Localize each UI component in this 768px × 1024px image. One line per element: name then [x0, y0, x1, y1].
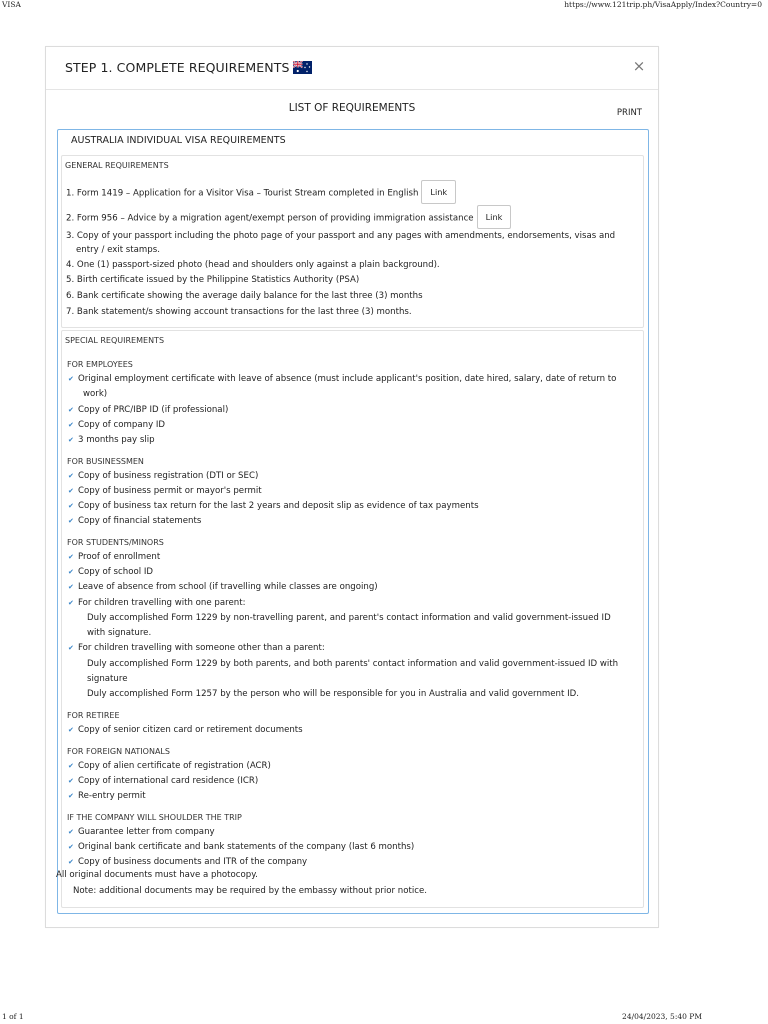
- list-item-text: Copy of financial statements: [78, 516, 202, 526]
- employees-title: FOR EMPLOYEES: [67, 360, 133, 369]
- general-item-1: [66, 181, 456, 205]
- general-item-2: [66, 206, 511, 230]
- list-item: [68, 596, 245, 610]
- panel-title: AUSTRALIA INDIVIDUAL VISA REQUIREMENTS: [71, 135, 286, 146]
- list-item: [68, 723, 303, 737]
- general-item-2-text: 2. Form 956 – Advice by a migration agent/exempt person of providing immigration assistance: [66, 213, 474, 224]
- company-title: IF THE COMPANY WILL SHOULDER THE TRIP: [67, 813, 242, 822]
- photocopy-note: All original documents must have a photocopy.: [56, 870, 258, 880]
- check-icon: ✔: [68, 472, 74, 480]
- list-item-text: Proof of enrollment: [78, 552, 161, 562]
- list-item-detail: Duly accomplished Form 1229 by non-travelling parent, and parent's contact information and valid government-issued ID: [87, 613, 611, 623]
- special-requirements-panel: [61, 330, 644, 908]
- list-item-detail: signature: [87, 674, 128, 684]
- check-icon: ✔: [68, 553, 74, 561]
- list-item: [68, 550, 160, 564]
- requirements-modal: [45, 46, 659, 928]
- embassy-note: Note: additional documents may be required by the embassy without prior notice.: [73, 886, 428, 896]
- list-item-text: For children travelling with one parent:: [78, 598, 246, 608]
- check-icon: ✔: [68, 762, 74, 770]
- check-icon: ✔: [68, 517, 74, 525]
- modal-title: [65, 60, 312, 75]
- list-item: [68, 372, 616, 386]
- print-header-url: https://www.121trip.ph/VisaApply/Index?Country=0: [564, 0, 762, 9]
- list-item: [68, 789, 146, 803]
- check-icon: ✔: [68, 568, 74, 576]
- list-item-cont: work): [83, 389, 108, 399]
- print-header-title: VISA: [2, 0, 21, 9]
- check-icon: ✔: [68, 792, 74, 800]
- check-icon: ✔: [68, 487, 74, 495]
- list-item-text: Copy of senior citizen card or retirement documents: [78, 725, 303, 735]
- list-item-detail: Duly accomplished Form 1229 by both parents, and both parents' contact information and valid government-issued ID with: [87, 659, 619, 669]
- list-item-text: Original bank certificate and bank statements of the company (last 6 months): [78, 842, 415, 852]
- page-count: 1 of 1: [2, 1012, 24, 1021]
- australia-flag-icon: [293, 61, 312, 74]
- list-title: LIST OF REQUIREMENTS: [288, 102, 416, 114]
- list-item-detail: Duly accomplished Form 1257 by the person who will be responsible for you in Australia and valid government ID.: [87, 689, 579, 699]
- general-requirements-panel: [61, 155, 644, 328]
- foreign-nationals-title: FOR FOREIGN NATIONALS: [67, 747, 170, 756]
- list-item-text: Copy of alien certificate of registration (ACR): [78, 761, 271, 771]
- list-item-text: For children travelling with someone other than a parent:: [78, 643, 325, 653]
- general-item-4: 4. One (1) passport-sized photo (head and shoulders only against a plain background).: [66, 260, 440, 270]
- list-item-text: Copy of school ID: [78, 567, 153, 577]
- list-item-text: Copy of business permit or mayor's permit: [78, 486, 262, 496]
- list-item: [68, 403, 228, 417]
- list-item-detail: with signature.: [87, 628, 152, 638]
- list-item-text: Leave of absence from school (if travelling while classes are ongoing): [78, 582, 378, 592]
- list-item-text: Copy of business documents and ITR of the company: [78, 857, 308, 867]
- list-item: [68, 469, 258, 483]
- general-item-1-text: 1. Form 1419 – Application for a Visitor Visa – Tourist Stream completed in English: [66, 188, 419, 199]
- requirements-panel: [57, 129, 649, 914]
- check-icon: ✔: [68, 828, 74, 836]
- list-item: [68, 840, 414, 854]
- list-item-text: Copy of company ID: [78, 420, 166, 430]
- list-item-text: Original employment certificate with leave of absence (must include applicant's position, date hired, salary, date of return to: [78, 374, 617, 384]
- general-item-7: 7. Bank statement/s showing account transactions for the last three (3) months.: [66, 307, 412, 317]
- list-item-text: Copy of business tax return for the last 2 years and deposit slip as evidence of tax payments: [78, 501, 479, 511]
- check-icon: ✔: [68, 406, 74, 414]
- general-item-6: 6. Bank certificate showing the average daily balance for the last three (3) months: [66, 291, 423, 301]
- check-icon: ✔: [68, 375, 74, 383]
- general-item-3-cont: entry / exit stamps.: [76, 245, 160, 255]
- students-title: FOR STUDENTS/MINORS: [67, 538, 164, 547]
- list-item: [68, 641, 325, 655]
- list-item: [68, 825, 215, 839]
- close-button[interactable]: ×: [632, 57, 646, 75]
- list-item-text: Copy of PRC/IBP ID (if professional): [78, 405, 229, 415]
- list-item-text: Guarantee letter from company: [78, 827, 215, 837]
- list-item: [68, 484, 262, 498]
- modal-title-text: STEP 1. COMPLETE REQUIREMENTS: [65, 60, 290, 75]
- check-icon: ✔: [68, 599, 74, 607]
- list-item: [68, 759, 271, 773]
- check-icon: ✔: [68, 777, 74, 785]
- print-footer: [0, 1010, 768, 1024]
- form-956-link-button[interactable]: Link: [477, 205, 512, 229]
- check-icon: ✔: [68, 644, 74, 652]
- list-item-text: Copy of international card residence (ICR): [78, 776, 259, 786]
- businessmen-title: FOR BUSINESSMEN: [67, 457, 144, 466]
- modal-header: [46, 47, 658, 90]
- check-icon: ✔: [68, 726, 74, 734]
- list-item-text: Copy of business registration (DTI or SEC): [78, 471, 259, 481]
- special-requirements-title: SPECIAL REQUIREMENTS: [65, 336, 165, 345]
- print-button[interactable]: PRINT: [616, 108, 642, 118]
- list-item-text: Re-entry permit: [78, 791, 146, 801]
- general-requirements-title: GENERAL REQUIREMENTS: [65, 161, 169, 170]
- list-item: [68, 499, 479, 513]
- check-icon: ✔: [68, 436, 74, 444]
- check-icon: ✔: [68, 502, 74, 510]
- list-item: [68, 433, 155, 447]
- general-item-5: 5. Birth certificate issued by the Philippine Statistics Authority (PSA): [66, 275, 360, 285]
- check-icon: ✔: [68, 583, 74, 591]
- print-timestamp: 24/04/2023, 5:40 PM: [622, 1012, 702, 1021]
- list-item: [68, 580, 378, 594]
- list-item: [68, 855, 307, 869]
- form-1419-link-button[interactable]: Link: [421, 180, 456, 204]
- list-item: [68, 418, 165, 432]
- list-item: [68, 774, 258, 788]
- check-icon: ✔: [68, 421, 74, 429]
- print-header: [0, 0, 768, 12]
- general-item-3: 3. Copy of your passport including the photo page of your passport and any pages with amendments, endorsements, visas and: [66, 231, 616, 241]
- list-item: [68, 514, 201, 528]
- check-icon: ✔: [68, 843, 74, 851]
- list-item: [68, 565, 153, 579]
- retiree-title: FOR RETIREE: [67, 711, 120, 720]
- list-item-text: 3 months pay slip: [78, 435, 155, 445]
- check-icon: ✔: [68, 858, 74, 866]
